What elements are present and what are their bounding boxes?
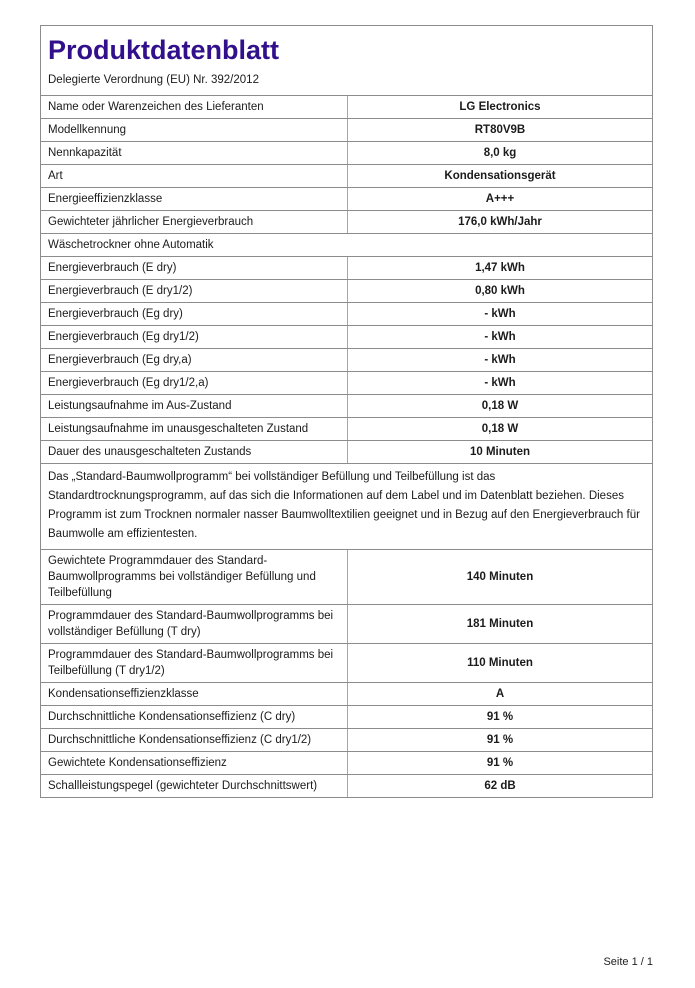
- row-label: Gewichteter jährlicher Energieverbrauch: [48, 216, 254, 228]
- row-value: 110 Minuten: [347, 644, 652, 682]
- row-label: Art: [48, 170, 63, 182]
- table-row: [41, 325, 652, 348]
- table-row: [41, 463, 652, 549]
- row-label: Energieverbrauch (Eg dry,a): [48, 354, 192, 366]
- row-value: 91 %: [347, 752, 652, 774]
- table-row: [41, 774, 652, 797]
- row-value: A: [347, 683, 652, 705]
- table-row: [41, 417, 652, 440]
- row-value: RT80V9B: [347, 119, 652, 141]
- table-row: [41, 210, 652, 233]
- table-row: [41, 256, 652, 279]
- row-label: Energieverbrauch (Eg dry1/2,a): [48, 377, 209, 389]
- spec-table: [41, 95, 652, 797]
- table-row: [41, 549, 652, 604]
- table-row: [41, 751, 652, 774]
- row-value: - kWh: [347, 372, 652, 394]
- row-value: 0,80 kWh: [347, 280, 652, 302]
- table-row: [41, 233, 652, 256]
- table-row: [41, 604, 652, 643]
- row-label: Name oder Warenzeichen des Lieferanten: [48, 101, 264, 113]
- row-label: Energieeffizienzklasse: [48, 193, 163, 205]
- row-label: Nennkapazität: [48, 147, 122, 159]
- row-section-label: Wäschetrockner ohne Automatik: [48, 239, 214, 251]
- row-value: 1,47 kWh: [347, 257, 652, 279]
- row-label: Kondensationseffizienzklasse: [48, 688, 199, 700]
- table-row: [41, 728, 652, 751]
- row-value: Kondensationsgerät: [347, 165, 652, 187]
- row-value: 0,18 W: [347, 418, 652, 440]
- datasheet: [40, 25, 653, 798]
- row-label: Gewichtete Programmdauer des Standard-Baumwollprogramms bei vollständiger Befüllung und Teilbefüllung: [48, 555, 316, 599]
- table-row: [41, 440, 652, 463]
- row-label: Energieverbrauch (E dry): [48, 262, 177, 274]
- table-row: [41, 705, 652, 728]
- row-value: 181 Minuten: [347, 605, 652, 643]
- row-value: - kWh: [347, 326, 652, 348]
- row-label: Durchschnittliche Kondensationseffizienz (C dry1/2): [48, 734, 312, 746]
- table-row: [41, 141, 652, 164]
- table-row: [41, 348, 652, 371]
- row-value: 62 dB: [347, 775, 652, 797]
- table-row: [41, 118, 652, 141]
- row-label: Dauer des unausgeschalteten Zustands: [48, 446, 252, 458]
- row-value: 8,0 kg: [347, 142, 652, 164]
- row-label: Programmdauer des Standard-Baumwollprogramms bei vollständiger Befüllung (T dry): [48, 610, 334, 638]
- table-row: [41, 187, 652, 210]
- row-value: 91 %: [347, 729, 652, 751]
- row-label: Leistungsaufnahme im Aus-Zustand: [48, 400, 232, 412]
- row-value: A+++: [347, 188, 652, 210]
- datasheet-header: [41, 26, 652, 95]
- row-value: 0,18 W: [347, 395, 652, 417]
- row-label: Schallleistungspegel (gewichteter Durchschnittswert): [48, 780, 318, 792]
- page-number: Seite 1 / 1: [603, 956, 653, 968]
- row-label: Energieverbrauch (Eg dry): [48, 308, 183, 320]
- table-row: [41, 279, 652, 302]
- table-row: [41, 643, 652, 682]
- table-row: [41, 394, 652, 417]
- row-label: Durchschnittliche Kondensationseffizienz (C dry): [48, 711, 296, 723]
- table-row: [41, 682, 652, 705]
- row-value: 91 %: [347, 706, 652, 728]
- table-row: [41, 164, 652, 187]
- row-label: Energieverbrauch (E dry1/2): [48, 285, 193, 297]
- row-label: Programmdauer des Standard-Baumwollprogramms bei Teilbefüllung (T dry1/2): [48, 649, 334, 677]
- table-row: [41, 95, 652, 118]
- row-value: 10 Minuten: [347, 441, 652, 463]
- table-row: [41, 302, 652, 325]
- table-row: [41, 371, 652, 394]
- row-value: - kWh: [347, 349, 652, 371]
- row-label: Energieverbrauch (Eg dry1/2): [48, 331, 199, 343]
- row-value: 176,0 kWh/Jahr: [347, 211, 652, 233]
- row-label: Gewichtete Kondensationseffizienz: [48, 757, 227, 769]
- regulation-subtitle: Delegierte Verordnung (EU) Nr. 392/2012: [48, 74, 259, 86]
- row-value: 140 Minuten: [347, 550, 652, 604]
- row-label: Leistungsaufnahme im unausgeschalteten Zustand: [48, 423, 309, 435]
- row-value: - kWh: [347, 303, 652, 325]
- row-note-text: Das „Standard-Baumwollprogramm“ bei vollständiger Befüllung und Teilbefüllung ist das Standardtrocknungsprogramm, auf das sich die Informationen auf dem Label und im Datenblatt beziehen. Dieses Programm ist zum Trocknen normaler nasser Baumwolltextilien geeignet und in Bezug auf den Energieverbrauch für Baumwolle am effizientesten.: [48, 471, 640, 540]
- row-value: LG Electronics: [347, 96, 652, 118]
- page-title: Produktdatenblatt: [48, 35, 280, 65]
- row-label: Modellkennung: [48, 124, 127, 136]
